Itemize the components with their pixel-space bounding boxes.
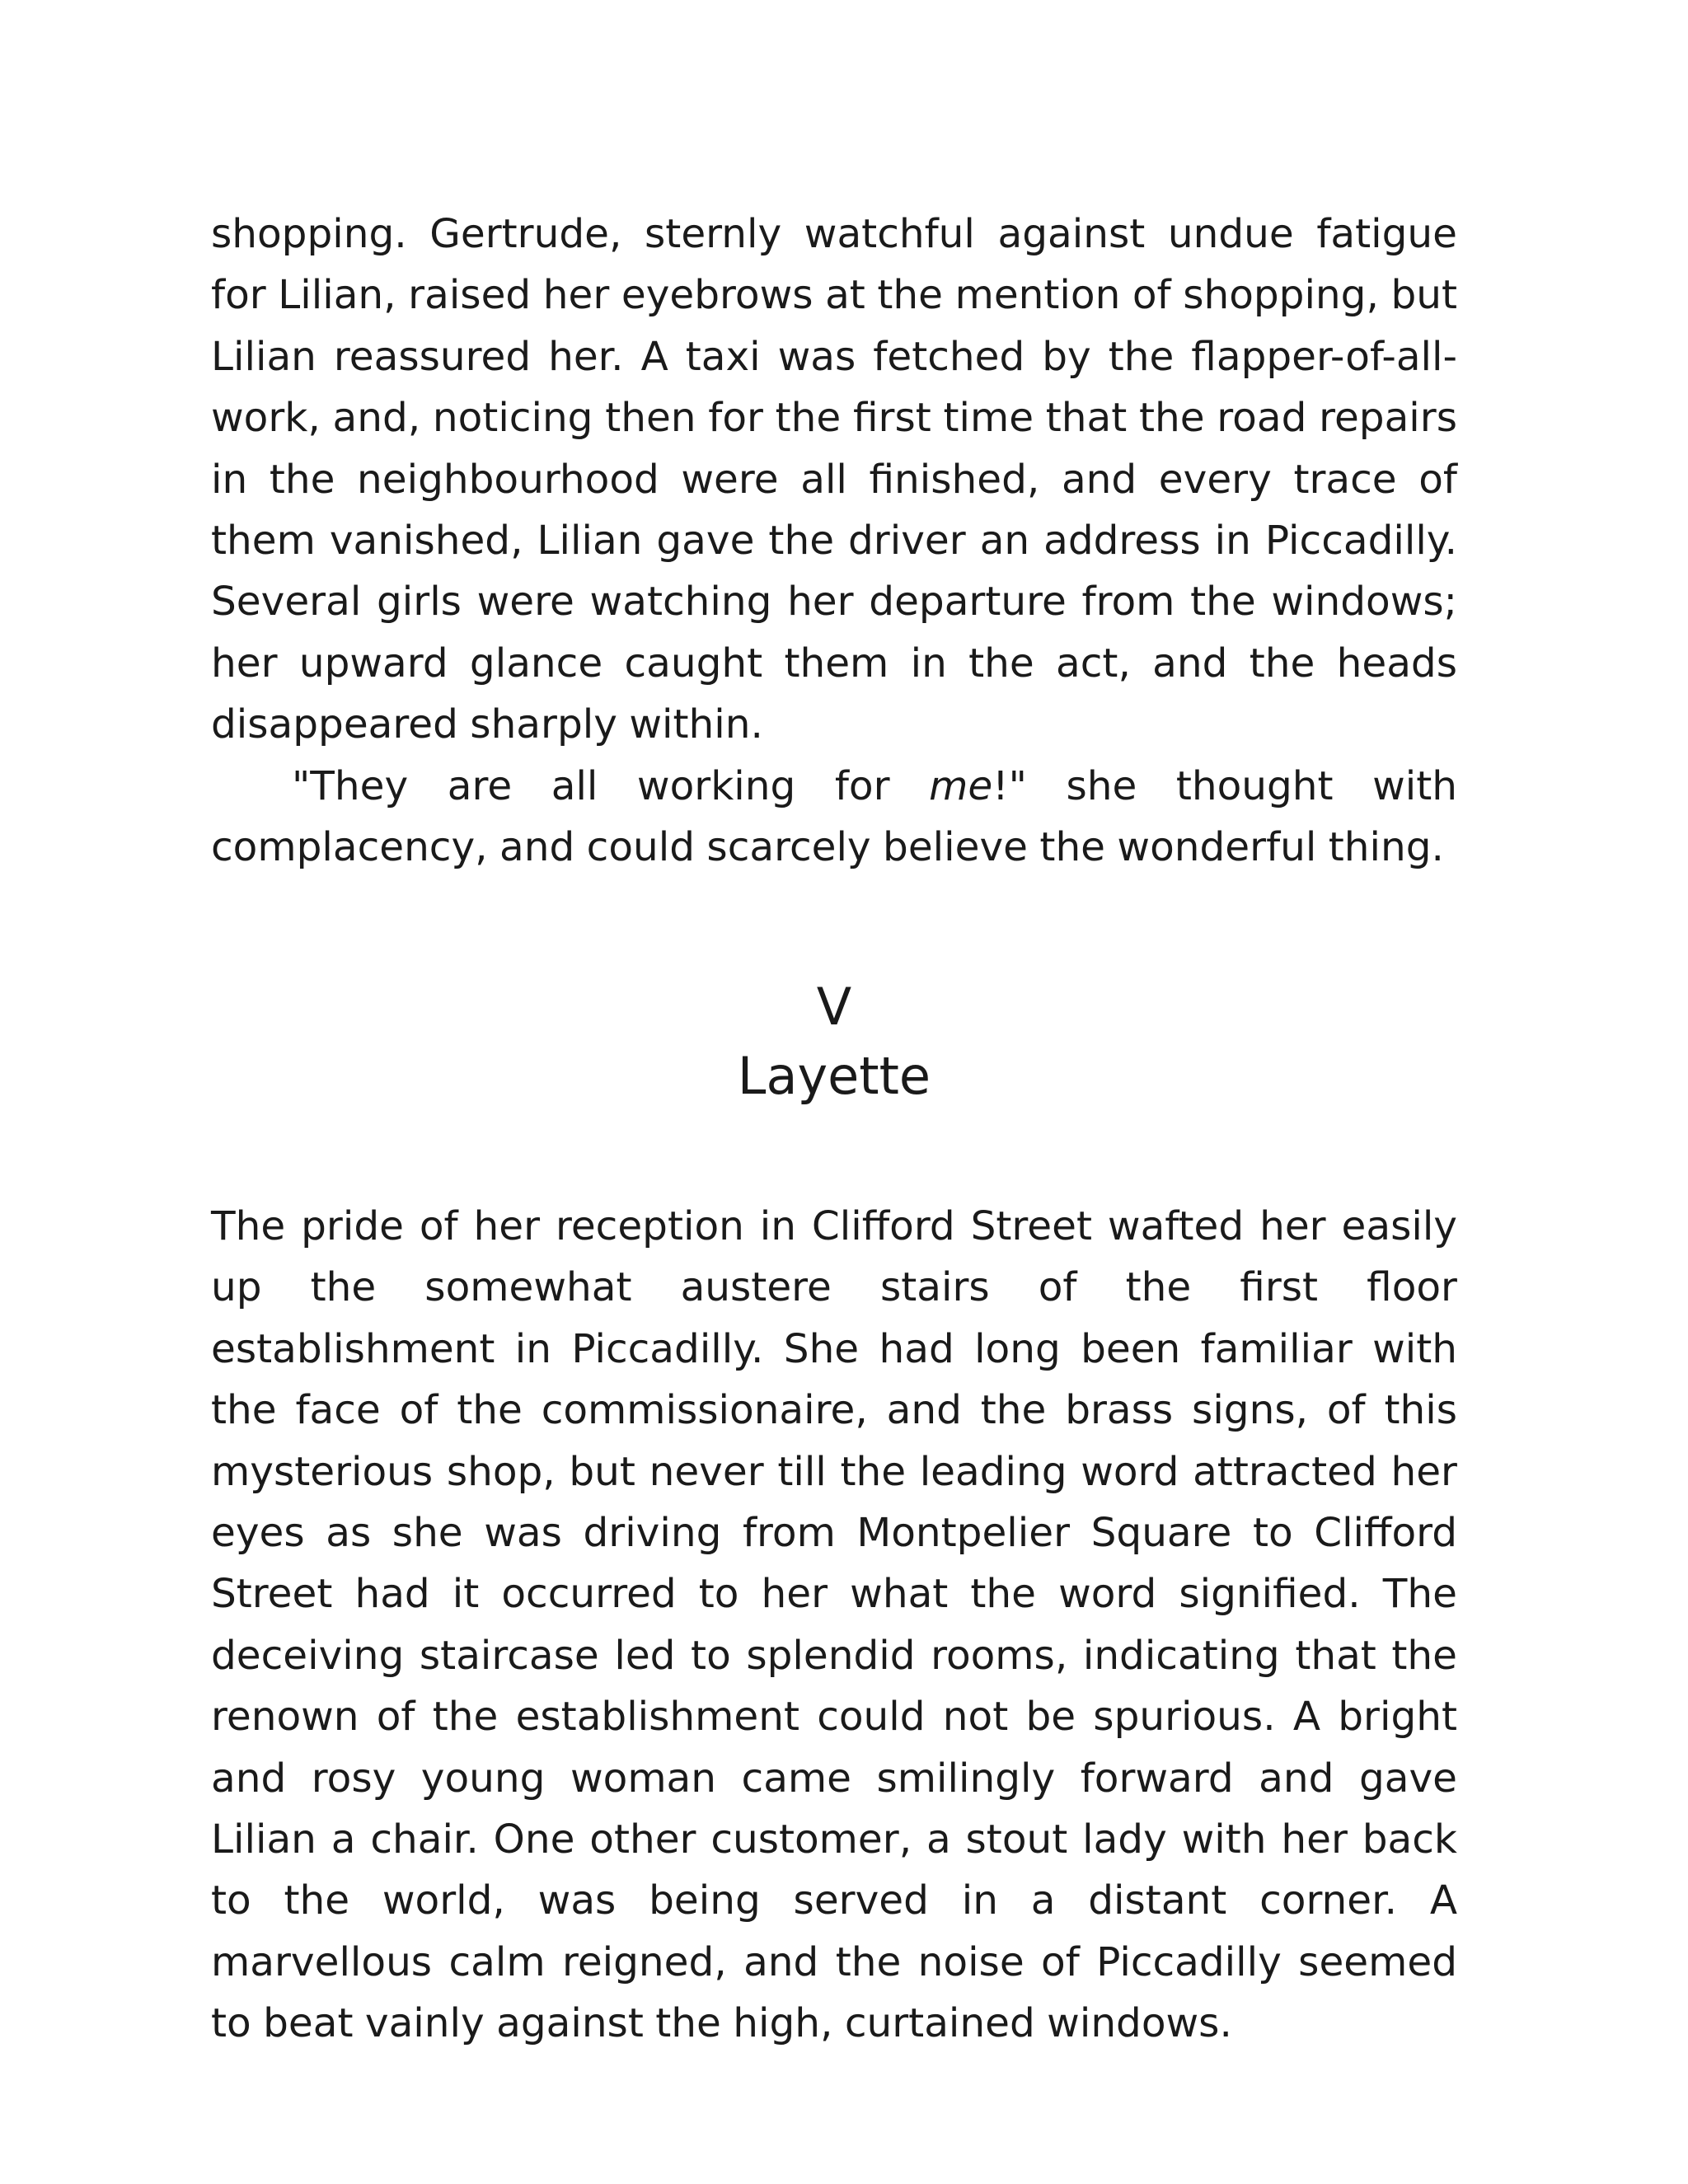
paragraph-complacency xyxy=(211,756,1457,879)
quote-emphasis: me xyxy=(929,762,993,809)
page-body-chapter xyxy=(211,1196,1457,2055)
quote-text-before: "They are all working for xyxy=(292,762,930,809)
paragraph-shopping: shopping. Gertrude, sternly watchful against undue fatigue for Lilian, raised her eyebrows at the mention of shopping, but Lilian reassured her. A taxi was fetched by the flapper-of-all-work, and, noticing then for the first time that the road repairs in the neighbourhood were all finished, and every trace of them vanished, Lilian gave the driver an address in Piccadilly. Several girls were watching her departure from the windows; her upward glance caught them in the act, and the heads disappeared sharply within. xyxy=(211,211,1457,748)
chapter-title: Layette xyxy=(737,1046,931,1106)
quote-text-after: !" she thought with complacency, and could scarcely believe the wonderful thing. xyxy=(211,762,1457,871)
paragraph-clifford-street: The pride of her reception in Clifford Street wafted her easily up the somewhat austere stairs of the first floor establishment in Piccadilly. She had long been familiar with the face of the commissionaire, and the brass signs, of this mysterious shop, but never till the leading word attracted her eyes as she was driving from Montpelier Square to Clifford Street had it occurred to her what the word signified. The deceiving staircase led to splendid rooms, indicating that the renown of the establishment could not be spurious. A bright and rosy young woman came smilingly forward and gave Lilian a chair. One other customer, a stout lady with her back to the world, was being served in a distant corner. A marvellous calm reigned, and the noise of Piccadilly seemed to beat vainly against the high, curtained windows. xyxy=(211,1203,1457,2047)
page-body-top xyxy=(211,204,1457,878)
chapter-number: V xyxy=(816,977,852,1037)
chapter-heading xyxy=(211,972,1457,1111)
